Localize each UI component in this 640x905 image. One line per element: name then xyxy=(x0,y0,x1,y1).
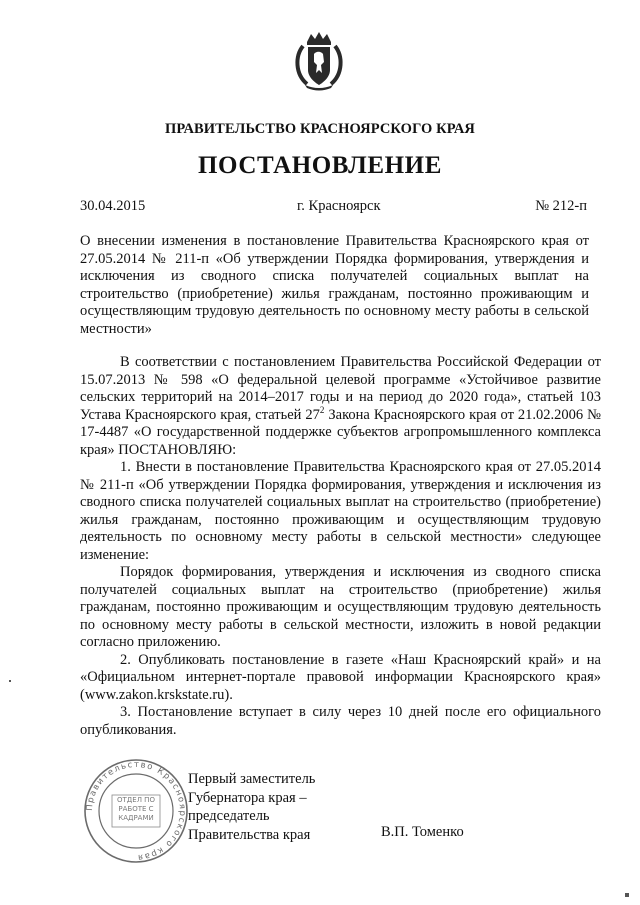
document-number: № 212-п xyxy=(535,198,587,214)
preamble-paragraph xyxy=(80,354,601,459)
signatory-title xyxy=(188,770,315,844)
document-body xyxy=(80,354,601,739)
scan-speck xyxy=(9,680,11,682)
signatory-name: В.П. Томенко xyxy=(381,824,464,840)
stamp-inner-text: ОТДЕЛ ПО РАБОТЕ С КАДРАМИ xyxy=(117,796,155,822)
preamble-superscript: 2 xyxy=(319,404,325,415)
signatory-title-line-1: Первый заместитель xyxy=(188,771,316,787)
item-2-paragraph: 2. Опубликовать постановление в газете «Наш Красноярский край» и на «Официальном интернет-портале правовой информации Красноярского края» (www.zakon.krskstate.ru). xyxy=(80,651,601,703)
item-1-detail-paragraph: Порядок формирования, утверждения и исключения из сводного списка получателей социальных выплат на строительство (приобретение) жилья гражданам, постоянно проживающим и осуществляющим трудовую деятельность по основному месту работы в сельской местности, изложить в новой редакции согласно приложению. xyxy=(80,564,601,650)
document-type-title: ПОСТАНОВЛЕНИЕ xyxy=(197,152,443,179)
signatory-title-line-4: Правительства края xyxy=(188,826,311,843)
document-date: 30.04.2015 xyxy=(80,198,146,214)
preamble-text-b: Закона Красноярского края от 21.02.2006 № 17-4487 «О государственной поддержке субъектов агропромышленного комплекса края» ПОСТАНОВЛЯЮ: xyxy=(80,406,601,458)
official-stamp-icon xyxy=(82,757,190,865)
item-1-paragraph: 1. Внести в постановление Правительства Красноярского края от 27.05.2014 № 211-п «Об утверждении Порядка формирования, утверждения и исключения из сводного списка получателей социальных выплат на строительство (приобретение) жилья гражданам, постоянно проживающим и осуществляющим трудовую деятельность по основному месту работы в сельской местности» следующее изменение: xyxy=(80,459,601,563)
scan-speck xyxy=(625,893,629,897)
coat-of-arms-icon xyxy=(293,30,345,92)
organization-title: ПРАВИТЕЛЬСТВО КРАСНОЯРСКОГО КРАЯ xyxy=(164,121,475,137)
signatory-title-line-3: председатель xyxy=(188,808,270,824)
item-3-paragraph: 3. Постановление вступает в силу через 10 дней после его официального опубликования. xyxy=(80,704,601,738)
signatory-title-line-2: Губернатора края – xyxy=(188,789,307,806)
preamble-text-a: В соответствии с постановлением Правительства Российской Федерации от 15.07.2013 № 598 «О федеральной целевой программе «Устойчивое развитие сельских территорий на 2014–2017 годы и на период до 2020 года», статьей 103 Устава Красноярского края, статьей 27 xyxy=(80,354,601,423)
document-city: г. Красноярск xyxy=(297,198,381,214)
document-subject: О внесении изменения в постановление Правительства Красноярского края от 27.05.2014 № 211-п «Об утверждении Порядка формирования, утверждения и исключения из сводного списка получателей социальных выплат на строительство (приобретение) жилья гражданам, постоянно проживающим и осуществляющим трудовую деятельность по основному месту работы в сельской местности» xyxy=(80,233,589,337)
stamp-outer-text: Правительство Красноярского края xyxy=(84,759,188,863)
